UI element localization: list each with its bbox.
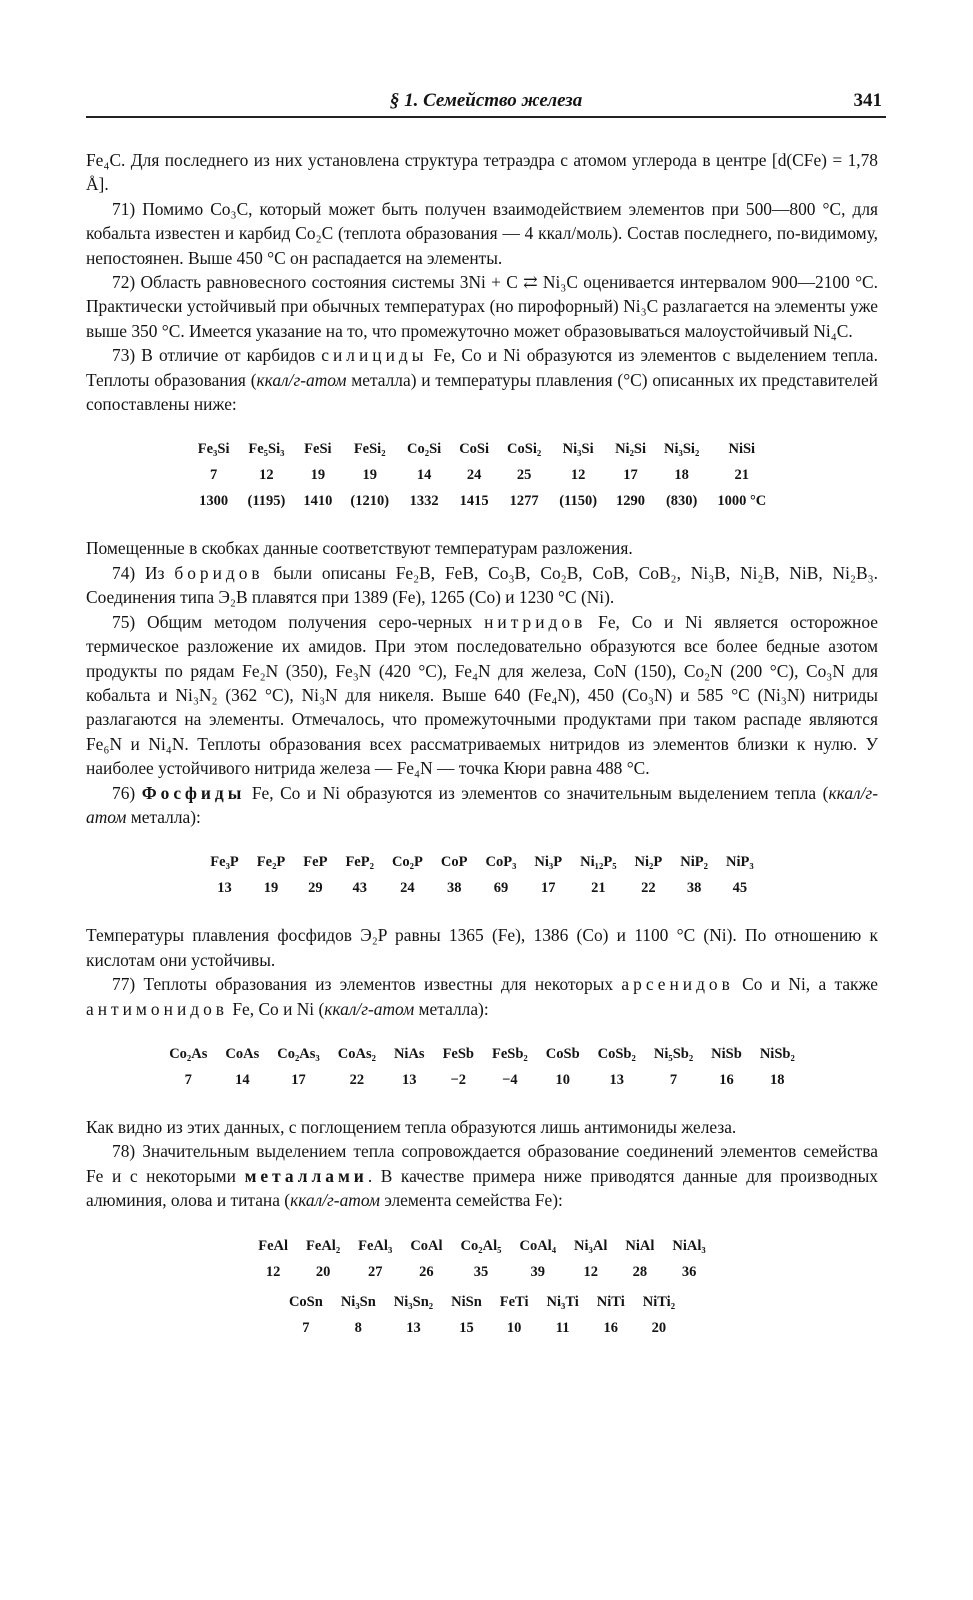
running-header (86, 86, 886, 118)
intermetallic-formula: NiAl (625, 1237, 655, 1254)
phosphide-formula: Ni₂P (634, 854, 663, 871)
phosphide-formula: CoP₃ (485, 854, 517, 871)
intermetallic-formula: FeAl₂ (306, 1237, 341, 1254)
intermetallic-heat: 8 (354, 1319, 362, 1336)
arsenide-formula: CoSb₂ (597, 1045, 636, 1062)
intermetallic-formula: Ni₃Sn₂ (393, 1293, 434, 1310)
silicide-formula: FeSi (304, 441, 332, 458)
arsenide-heat: 17 (291, 1071, 306, 1088)
arsenides-heat-row (160, 1067, 804, 1093)
arsenide-heat: 13 (402, 1071, 417, 1088)
phosphide-formula: Fe₃P (210, 854, 239, 871)
intermetallic-heat: 7 (302, 1319, 310, 1336)
phosphide-heat: 29 (308, 880, 323, 897)
paragraph-77 (86, 972, 878, 1021)
arsenide-heat: 10 (555, 1071, 570, 1088)
intermetallic-formula: NiTi (596, 1293, 625, 1310)
p77-text-g: металла): (414, 998, 489, 1019)
silicide-formula: Ni₂Si (615, 441, 647, 458)
p77-term-antimonides: антимонидов (86, 998, 229, 1019)
phosphide-heat: 24 (400, 880, 415, 897)
p76-text-e: металла): (126, 806, 201, 827)
arsenide-heat: −2 (450, 1071, 467, 1088)
intermetallic-heat: 16 (603, 1319, 619, 1336)
phosphide-formula: Fe₂P (256, 854, 286, 871)
arsenide-heat: 14 (235, 1071, 250, 1088)
intermetallic-formula: CoAl (410, 1237, 443, 1254)
arsenide-heat: 7 (669, 1071, 678, 1088)
p77-text-e: Fe, Co и Ni ( (228, 998, 325, 1019)
p73-text-c: Fe, Co и Ni образуются из элементов с выделением тепла. Теплоты образования ( (86, 345, 878, 390)
p73-text-a: 73) В отличие от карбидов (112, 345, 322, 366)
silicide-formula: NiSi (728, 441, 756, 458)
intermetallic-heat: 12 (583, 1263, 598, 1280)
arsenide-formula: CoSb (545, 1045, 580, 1062)
intermetallic-heat: 26 (419, 1263, 434, 1280)
silicide-formula: FeSi₂ (353, 441, 386, 458)
paragraph-74 (86, 561, 878, 610)
p73-term-silicides: силициды (321, 345, 428, 366)
phosphides-formula-row (201, 849, 762, 875)
arsenide-heat: 7 (184, 1071, 192, 1088)
p76-text-a: 76) (112, 782, 142, 803)
phosphide-heat: 13 (217, 880, 232, 897)
intermetallic-heat: 10 (506, 1319, 522, 1336)
arsenides-table (160, 1041, 804, 1093)
page-number: 341 (853, 90, 882, 111)
intermetallic-heat: 20 (651, 1319, 667, 1336)
paragraph-75 (86, 610, 878, 781)
p75-text-a: 75) Общим методом получения серо-черных (112, 611, 485, 632)
arsenide-formula: NiAs (393, 1045, 425, 1062)
silicide-temp: 1332 (409, 493, 439, 510)
arsenides-formula-row (160, 1041, 804, 1067)
silicide-heat: 17 (623, 467, 638, 484)
paragraph-78 (86, 1139, 878, 1212)
intermetallic-formula-row-1 (249, 1233, 715, 1259)
silicide-temp: (1195) (247, 493, 286, 510)
intermetallic-heat: 13 (406, 1319, 421, 1336)
arsenide-formula: NiSb₂ (759, 1045, 795, 1062)
arsenide-formula: CoAs (225, 1045, 260, 1062)
intermetallic-table-row2 (280, 1289, 684, 1341)
arsenide-heat: −4 (502, 1071, 518, 1088)
intermetallic-heat-row-2 (280, 1315, 684, 1341)
phosphide-formula: FeP₂ (345, 854, 374, 871)
paragraph-76 (86, 781, 878, 830)
p75-text-c: Fe, Co и Ni является осторожное термическое разложение их амидов. При этом последовательно образуются все более бедные азотом продукты по рядам Fe₂N (350), Fe₃N (420 °C), Fe₄N для железа, CoN (150), Co₂N (200 °C), Co₃N для кобальта и Ni₃N₂ (362 °C), Ni₃N для никеля. Выше 640 (Fe₄N), 450 (Co₃N) и 585 °C (Ni₃N) нитриды разлагаются на элементы. Отмечалось, что промежуточными продуктами при таком распаде являются Fe₆N и Ni₄N. Теплоты образования всех рассматриваемых нитридов из элементов близки к нулю. У наиболее устойчивого нитрида железа — Fe₄N — точка Кюри равна 488 °C. (86, 611, 878, 779)
silicides-formula-row (189, 436, 775, 462)
silicides-heat-row (189, 462, 775, 488)
silicide-heat: 24 (466, 467, 482, 484)
p76-term-phosphides: Фосфиды (141, 782, 246, 803)
paragraph-phosphides-note: Температуры плавления фосфидов Э₂P равны 1365 (Fe), 1386 (Co) и 1100 °C (Ni). По отношению к кислотам они устойчивы. (86, 925, 878, 970)
silicide-heat: 19 (310, 467, 326, 484)
silicide-formula: Fe₅Si₃ (248, 441, 285, 458)
p76-text-c: Fe, Co и Ni образуются из элементов со значительным выделением тепла ( (245, 782, 829, 803)
intermetallic-formula-row-2 (280, 1289, 684, 1315)
phosphide-formula: Co₂P (391, 854, 423, 871)
intermetallic-heat: 28 (632, 1263, 648, 1280)
silicide-heat: 14 (416, 467, 432, 484)
intermetallic-heat: 12 (265, 1263, 281, 1280)
p78-unit: ккал/г-атом (290, 1190, 380, 1211)
p78-term-metals: металлами (244, 1165, 368, 1186)
silicides-table (189, 436, 775, 514)
intermetallic-formula: CoAl₄ (519, 1237, 557, 1254)
p74-text-a: 74) Из (112, 562, 175, 583)
silicide-temp: (830) (665, 493, 698, 510)
phosphide-heat: 38 (446, 880, 462, 897)
silicide-formula: Ni₃Si₂ (664, 441, 700, 458)
silicide-temp: (1210) (350, 493, 390, 510)
p78-text-c: . В качестве примера ниже приводятся данные для производных алюминия, олова и титана ( (86, 1165, 878, 1211)
intermetallic-formula: NiTi₂ (642, 1293, 676, 1310)
silicide-formula: Fe₃Si (197, 441, 230, 458)
silicide-temp: 1300 (199, 493, 229, 510)
intermetallic-formula: FeAl₃ (358, 1237, 393, 1254)
phosphide-formula: FeP (303, 854, 328, 871)
intermetallic-heat: 27 (367, 1263, 383, 1280)
p77-unit: ккал/г-атом (324, 998, 415, 1019)
p74-text-c: были описаны Fe₂B, FeB, Co₃B, Co₂B, CoB, CoB₂, Ni₃B, Ni₂B, NiB, Ni₂B₃. Соединения типа Э₂B плавятся при 1389 (Fe), 1265 (Co) и 1230 °C (Ni). (86, 562, 878, 608)
intermetallic-table-row1 (249, 1233, 715, 1285)
silicide-temp: 1290 (616, 493, 646, 510)
arsenide-formula: Co₂As (169, 1045, 208, 1062)
phosphide-formula: Ni₁₂P₅ (580, 854, 617, 871)
intermetallic-formula: Ni₃Al (574, 1237, 608, 1254)
p78-text-e: элемента семейства Fe): (380, 1190, 563, 1211)
silicide-temp: 1000 °C (717, 493, 767, 510)
silicide-heat: 7 (210, 467, 218, 484)
silicide-heat: 21 (734, 467, 750, 484)
phosphides-heat-row (201, 875, 762, 901)
intermetallic-formula: FeAl (258, 1237, 289, 1254)
paragraph-silicides-note: Помещенные в скобках данные соответствуют температурам разложения. (86, 538, 633, 559)
intermetallic-formula: Ni₃Sn (340, 1293, 376, 1310)
phosphide-heat: 38 (686, 880, 702, 897)
intermetallic-formula: NiSn (451, 1293, 482, 1310)
p77-term-arsenides: арсенидов (621, 974, 734, 995)
silicides-temp-row (189, 488, 775, 514)
phosphide-heat: 22 (641, 880, 656, 897)
phosphide-heat: 17 (541, 880, 556, 897)
paragraph-73 (86, 343, 878, 416)
intermetallic-heat: 15 (459, 1319, 474, 1336)
arsenide-heat: 22 (349, 1071, 365, 1088)
silicide-temp: 1277 (509, 493, 539, 510)
intermetallic-heat: 11 (555, 1319, 570, 1336)
arsenide-formula: FeSb₂ (492, 1045, 528, 1062)
p74-term-borides: боридов (174, 562, 264, 583)
p76-unit: ккал/г-атом (86, 782, 879, 827)
phosphide-formula: CoP (440, 854, 468, 871)
silicide-heat: 19 (362, 467, 377, 484)
intermetallic-heat-row-1 (249, 1259, 715, 1285)
silicide-temp: (1150) (559, 493, 598, 510)
intermetallic-formula: Co₂Al₅ (460, 1237, 502, 1254)
arsenide-formula: CoAs₂ (337, 1045, 376, 1062)
silicide-formula: Ni₃Si (562, 441, 594, 458)
paragraph-72: 72) Область равновесного состояния системы 3Ni + C ⇄ Ni₃C оценивается интервалом 900—2100 °C. Практически устойчивый при обычных температурах (но пирофорный) Ni₃C разлагается на элементы уже выше 350 °C. Имеется указание на то, что промежуточно может образовываться малоустойчивый Ni₄C. (86, 272, 878, 341)
page-body (86, 148, 878, 1363)
p77-text-c: Co и Ni, а также (733, 974, 878, 995)
p77-text-a: 77) Теплоты образования из элементов известны для некоторых (112, 974, 622, 995)
phosphide-heat: 43 (352, 880, 367, 897)
silicide-formula: Co₂Si (407, 441, 442, 458)
intermetallic-heat: 35 (473, 1263, 489, 1280)
silicide-heat: 12 (570, 467, 586, 484)
intermetallic-formula: Ni₃Ti (546, 1293, 579, 1310)
silicide-temp: 1415 (459, 493, 489, 510)
arsenide-formula: Ni₅Sb₂ (653, 1045, 694, 1062)
intermetallic-formula: NiAl₃ (672, 1237, 706, 1254)
phosphides-table (201, 849, 762, 901)
paragraph-fe4c: Fe₄C. Для последнего из них установлена структура тетраэдра с атомом углерода в центре [d(CFe) = 1,78 Å]. (86, 150, 878, 195)
intermetallic-heat: 20 (315, 1263, 331, 1280)
silicide-formula: CoSi₂ (507, 441, 542, 458)
silicide-heat: 12 (259, 467, 274, 484)
intermetallic-formula: CoSn (288, 1293, 323, 1310)
phosphide-formula: NiP₂ (680, 854, 708, 871)
silicide-temp: 1410 (303, 493, 333, 510)
phosphide-heat: 21 (591, 880, 606, 897)
paragraph-arsenides-note: Как видно из этих данных, с поглощением тепла образуются лишь антимониды железа. (86, 1116, 737, 1137)
intermetallic-heat: 36 (681, 1263, 697, 1280)
p78-text-a: 78) Значительным выделением тепла сопровождается образование соединений элементов семейства Fe и с некоторыми (86, 1141, 878, 1186)
arsenide-heat: 16 (719, 1071, 734, 1088)
section-title: § 1. Семейство железа (389, 90, 583, 111)
paragraph-71: 71) Помимо Co₃C, который может быть получен взаимодействием элементов при 500—800 °C, для кобальта известен и карбид Co₂C (теплота образования — 4 ккал/моль). Состав последнего, по-видимому, непостоянен. Выше 450 °C он распадается на элементы. (86, 198, 878, 268)
silicide-formula: CoSi (459, 441, 490, 458)
phosphide-heat: 69 (493, 880, 509, 897)
p73-unit: ккал/г-атом (256, 369, 347, 390)
phosphide-heat: 19 (263, 880, 279, 897)
intermetallic-heat: 39 (530, 1263, 545, 1280)
phosphide-formula: Ni₃P (534, 854, 563, 871)
silicide-heat: 18 (674, 467, 689, 484)
arsenide-formula: Co₂As₃ (277, 1045, 320, 1062)
p73-text-e: металла) и температуры плавления (°C) описанных их представителей сопоставлены ниже: (86, 369, 878, 415)
arsenide-formula: NiSb (711, 1045, 742, 1062)
p75-term-nitrides: нитридов (484, 611, 587, 632)
arsenide-formula: FeSb (442, 1045, 474, 1062)
phosphide-formula: NiP₃ (725, 854, 754, 871)
arsenide-heat: 18 (770, 1071, 785, 1088)
phosphide-heat: 45 (732, 880, 748, 897)
intermetallic-formula: FeTi (499, 1293, 529, 1310)
arsenide-heat: 13 (609, 1071, 624, 1088)
silicide-heat: 25 (516, 467, 532, 484)
